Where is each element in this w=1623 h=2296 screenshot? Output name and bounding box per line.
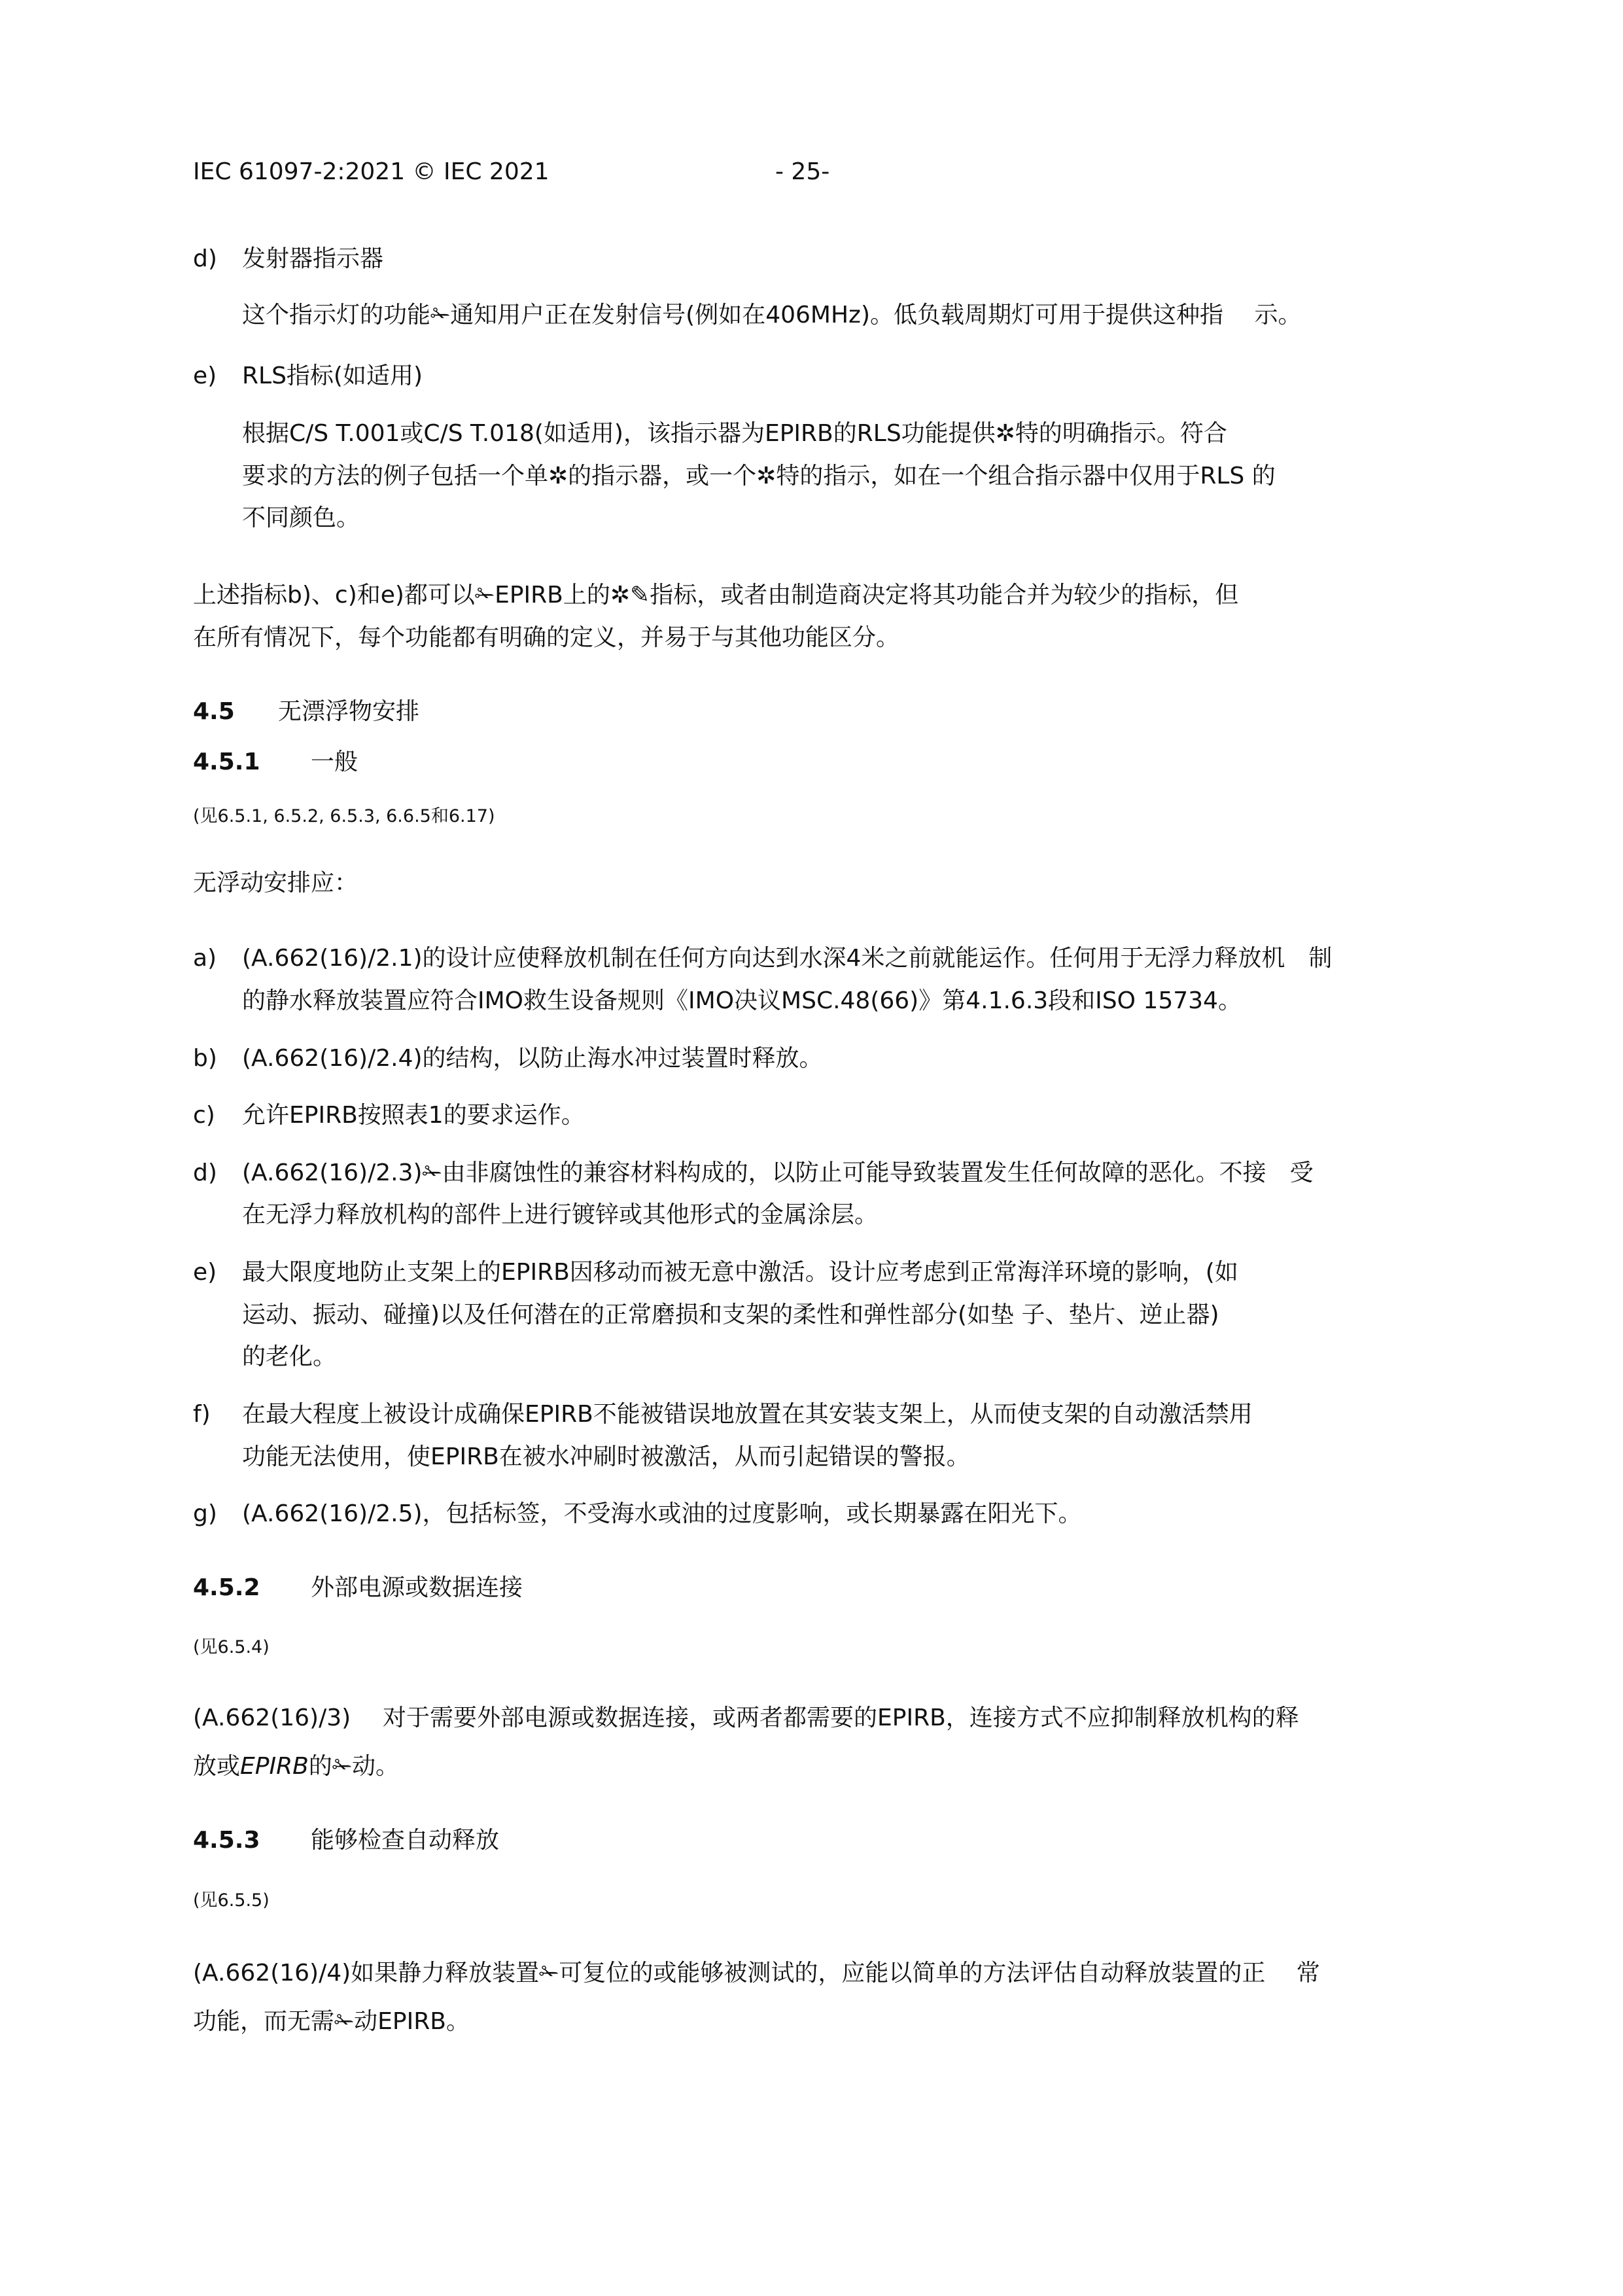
list-line: 的静水释放装置应符合IMO救生设备规则《IMO决议MSC.48(66)》第4.1.6.3段和ISO 15734。 — [242, 987, 1242, 1014]
list-line: (A.662(16)/2.4)的结构，以防止海水冲过装置时释放。 — [242, 1045, 823, 1072]
paragraph-reference: (A.662(16)/3) — [193, 1704, 351, 1731]
list-line: 的老化。 — [242, 1343, 337, 1370]
item-marker: e) — [193, 362, 217, 389]
list-line: (A.662(16)/2.1)的设计应使释放机制在任何方向达到水深4米之前就能运作。任何用于无浮力释放机 制 — [242, 945, 1333, 972]
paragraph-line: (A.662(16)/4)如果静力释放装置✁可复位的或能够被测试的，应能以简单的方法评估自动释放装置的正 常 — [193, 1960, 1320, 1987]
paragraph-line: 上述指标b)、c)和e)都可以✁EPIRB上的✲✎指标，或者由制造商决定将其功能合并为较少的指标，但 — [193, 582, 1239, 609]
section-intro: 无浮动安排应： — [193, 870, 358, 896]
list-marker: b) — [193, 1045, 217, 1072]
list-line: 在无浮力释放机构的部件上进行镀锌或其他形式的金属涂层。 — [242, 1201, 879, 1228]
paragraph-line: 功能，而无需✁动EPIRB。 — [193, 2008, 470, 2035]
list-marker: e) — [193, 1259, 217, 1286]
section-title: 无漂浮物安排 — [278, 698, 420, 725]
paragraph-text: 放或 — [193, 1753, 241, 1780]
paragraph-italic-text: EPIRB — [240, 1753, 309, 1780]
list-line: 运动、振动、碰撞)以及任何潜在的正常磨损和支架的柔性和弹性部分(如垫 子、垫片、逆止器) — [242, 1301, 1219, 1328]
section-reference: (见6.5.5) — [193, 1890, 270, 1911]
list-marker: g) — [193, 1500, 217, 1527]
item-title: 发射器指示器 — [242, 245, 384, 272]
list-line: 功能无法使用，使EPIRB在被水冲刷时被激活，从而引起错误的警报。 — [242, 1443, 970, 1470]
list-line: (A.662(16)/2.3)✁由非腐蚀性的兼容材料构成的，以防止可能导致装置发生任何故障的恶化。不接 受 — [242, 1159, 1314, 1186]
item-body-line: 根据C/S T.001或C/S T.018(如适用)，该指示器为EPIRB的RLS功能提供✲特的明确指示。符合 — [242, 420, 1227, 447]
header-page-number: - 25- — [775, 158, 830, 185]
section-reference: (见6.5.4) — [193, 1637, 270, 1657]
header-standard-id: IEC 61097-2:2021 © IEC 2021 — [193, 158, 550, 185]
paragraph-line: 对于需要外部电源或数据连接，或两者都需要的EPIRB，连接方式不应抑制释放机构的释 — [383, 1704, 1299, 1731]
item-title: RLS指标(如适用) — [242, 362, 423, 389]
list-marker: f) — [193, 1401, 211, 1428]
list-line: (A.662(16)/2.5)，包括标签，不受海水或油的过度影响，或长期暴露在阳光下。 — [242, 1500, 1082, 1527]
item-body-line: 要求的方法的例子包括一个单✲的指示器，或一个✲特的指示，如在一个组合指示器中仅用于RLS 的 — [242, 463, 1276, 489]
section-title: 外部电源或数据连接 — [311, 1574, 523, 1601]
section-number: 4.5.3 — [193, 1827, 260, 1854]
paragraph-line: 在所有情况下，每个功能都有明确的定义，并易于与其他功能区分。 — [193, 624, 900, 651]
section-number: 4.5.1 — [193, 749, 260, 775]
section-title: 能够检查自动释放 — [311, 1827, 500, 1854]
list-line: 在最大程度上被设计成确保EPIRB不能被错误地放置在其安装支架上，从而使支架的自动激活禁用 — [242, 1401, 1253, 1428]
item-body-line: 这个指示灯的功能✁通知用户正在发射信号(例如在406MHz)。低负载周期灯可用于提供这种指 示。 — [242, 302, 1302, 328]
section-title: 一般 — [311, 749, 358, 775]
section-number: 4.5.2 — [193, 1574, 260, 1601]
section-number: 4.5 — [193, 698, 235, 725]
list-marker: c) — [193, 1102, 215, 1129]
list-line: 允许EPIRB按照表1的要求运作。 — [242, 1102, 585, 1129]
section-reference: (见6.5.1, 6.5.2, 6.5.3, 6.6.5和6.17) — [193, 806, 495, 826]
list-marker: a) — [193, 945, 217, 972]
paragraph-text: 的✁动。 — [308, 1753, 399, 1780]
paragraph-line — [193, 1747, 399, 1786]
list-marker: d) — [193, 1159, 217, 1186]
item-body-line: 不同颜色。 — [242, 504, 360, 531]
item-marker: d) — [193, 245, 217, 272]
list-line: 最大限度地防止支架上的EPIRB因移动而被无意中激活。设计应考虑到正常海洋环境的影响，(如 — [242, 1259, 1238, 1286]
